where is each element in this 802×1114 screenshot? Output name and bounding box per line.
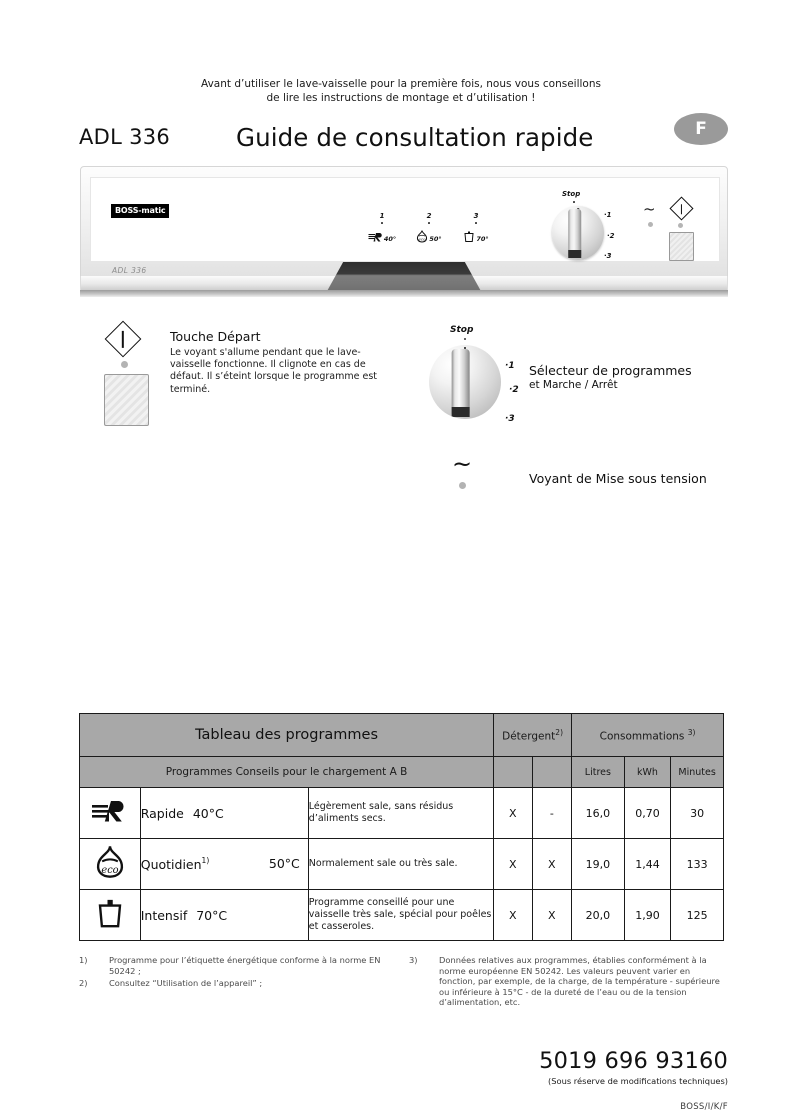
panel-program-3 <box>453 212 499 243</box>
page-title: Guide de consultation rapide <box>236 123 594 152</box>
row-minutes: 133 <box>671 839 724 890</box>
footnote-item <box>409 955 729 1008</box>
panel-program-2-dot <box>428 222 430 224</box>
svg-text:eco: eco <box>101 865 119 877</box>
rapid-icon <box>368 231 383 243</box>
panel-knob-position-2: ·2 <box>607 232 615 240</box>
row-litres: 16,0 <box>572 788 625 839</box>
intro-text <box>0 78 802 105</box>
panel-knob-position-3: ·3 <box>604 252 612 260</box>
panel-model-label: ADL 336 <box>112 266 147 275</box>
panel-start-led <box>678 223 683 228</box>
legend-program-selector-knob <box>429 345 501 419</box>
panel-knob-position-1: ·1 <box>604 211 612 219</box>
legend-knob-stop-label: Stop <box>450 325 474 335</box>
row-program-name: Quotidien <box>140 856 202 872</box>
row-kwh: 1,90 <box>624 890 671 941</box>
model-code: ADL 336 <box>79 125 171 149</box>
row-program-cell <box>140 839 308 890</box>
door-handle <box>326 262 482 293</box>
detergent-header-label: Détergent <box>502 730 556 743</box>
footnotes-left <box>79 955 399 991</box>
legend-ac-power-icon: ~ <box>452 450 473 478</box>
panel-program-1-dot <box>381 222 383 224</box>
legend-knob-position-2: ·2 <box>509 385 519 395</box>
intro-line-2: de lire les instructions de montage et d’utilisation ! <box>266 91 536 104</box>
row-icon-cell <box>80 788 141 839</box>
row-program-temp: 50°C <box>268 856 300 872</box>
row-description: Programme conseillé pour une vaisselle très sale, spécial pour poêles et casseroles. <box>308 890 493 941</box>
panel-program-2 <box>406 212 452 243</box>
row-detergent-b: X <box>532 890 572 941</box>
detergent-header-footnote: 2) <box>555 727 563 737</box>
panel-knob-stop-label: Stop <box>562 190 581 198</box>
legend-selector-title: Sélecteur de programmes <box>529 363 692 378</box>
panel-power-led <box>648 222 653 227</box>
footnote-number: 1) <box>79 955 88 965</box>
panel-program-1-temp: 40° <box>383 234 397 243</box>
row-detergent-a: X <box>494 890 532 941</box>
panel-program-selector-knob[interactable] <box>546 192 616 264</box>
footnote-item <box>79 978 399 989</box>
panel-program-2-number: 2 <box>426 212 432 220</box>
legend-start-title: Touche Départ <box>170 329 261 344</box>
control-panel-illustration <box>80 166 728 299</box>
bottom-document-code: BOSS/I/K/F <box>680 1102 728 1112</box>
technical-disclaimer: (Sous réserve de modifications techniques) <box>547 1076 728 1086</box>
detergent-col-b-header <box>532 757 572 788</box>
row-minutes: 125 <box>671 890 724 941</box>
panel-knob-grip <box>568 209 582 258</box>
row-minutes: 30 <box>671 788 724 839</box>
row-program-name: Intensif <box>140 907 188 923</box>
legend-start-diamond-icon <box>105 321 142 358</box>
legend-knob-position-1: ·1 <box>505 361 515 371</box>
legend-start-description: Le voyant s'allume pendant que le lave-vaisselle fonctionne. Il clignote en cas de défaut. Il s’éteint lorsque le programme est terminé. <box>170 347 377 395</box>
row-program-cell <box>140 890 308 941</box>
intro-line-1: Avant d’utiliser le lave-vaisselle pour la première fois, nous vous conseillons <box>201 78 601 90</box>
legend-knob-stop-dot <box>464 338 466 340</box>
footnote-text: Consultez “Utilisation de l’appareil” ; <box>109 978 263 989</box>
panel-program-3-dot <box>475 222 477 224</box>
panel-shadow-strip <box>80 290 728 297</box>
row-kwh: 1,44 <box>624 839 671 890</box>
panel-program-2-temp: 50° <box>429 234 442 243</box>
footnote-number: 2) <box>79 978 88 989</box>
eco-pot-icon <box>416 230 428 243</box>
panel-face <box>90 177 720 275</box>
panel-program-1 <box>359 212 405 243</box>
legend-start-led <box>121 361 128 368</box>
row-program-temp: 70°C <box>196 907 228 923</box>
panel-program-1-number: 1 <box>379 212 385 220</box>
footnote-number: 3) <box>409 955 418 965</box>
row-program-temp: 40°C <box>192 805 224 821</box>
footnote-text: Données relatives aux programmes, établies conformément à la norme européenne EN 50242. Les valeurs peuvent varier en fonction, par exemple, de la charge, de la température - supérieure ou inférieure à 15°C - de la dureté de l’eau ou de la tension d’alimentation, etc. <box>439 955 720 1008</box>
panel-program-3-temp: 70° <box>476 234 489 243</box>
table-header-row-2 <box>80 757 724 788</box>
consumption-header <box>572 714 724 757</box>
row-detergent-a: X <box>494 788 532 839</box>
table-row <box>80 788 724 839</box>
panel-ac-power-icon: ~ <box>643 200 656 218</box>
panel-program-markings <box>359 212 499 260</box>
legend-start-button <box>104 374 149 426</box>
row-kwh: 0,70 <box>624 788 671 839</box>
eco-pot-icon <box>94 845 126 879</box>
row-detergent-b: X <box>532 839 572 890</box>
legend-selector-subtitle: et Marche / Arrêt <box>529 379 618 391</box>
row-litres: 19,0 <box>572 839 625 890</box>
legend-knob-grip <box>451 349 470 417</box>
table-row <box>80 890 724 941</box>
footnotes-right <box>409 955 729 1010</box>
brand-logo: BOSS-matic <box>111 204 169 218</box>
row-program-cell <box>140 788 308 839</box>
panel-start-button[interactable] <box>669 232 694 261</box>
legend-power-led <box>459 482 466 489</box>
detergent-col-a-header <box>494 757 532 788</box>
consumption-header-footnote: 3) <box>687 727 696 737</box>
panel-program-3-number: 3 <box>473 212 479 220</box>
panel-knob-stop-dot <box>573 201 575 203</box>
panel-start-diamond-icon <box>669 196 693 220</box>
table-title: Tableau des programmes <box>80 714 494 757</box>
casserole-icon <box>463 230 475 243</box>
table-row <box>80 839 724 890</box>
detergent-header <box>494 714 572 757</box>
casserole-icon <box>95 896 125 930</box>
language-badge: F <box>674 113 728 145</box>
footnote-text: Programme pour l’étiquette énergétique conforme à la norme EN 50242 ; <box>109 955 381 976</box>
legend-knob-position-3: ·3 <box>505 414 515 424</box>
row-program-footnote: 1) <box>201 856 210 866</box>
panel-knob-dial[interactable] <box>552 206 604 260</box>
consumption-header-label: Consommations <box>599 730 685 743</box>
table-header-row-1 <box>80 714 724 757</box>
row-program-name: Rapide <box>140 805 184 821</box>
footnote-item <box>79 955 399 976</box>
row-icon-cell <box>80 839 141 890</box>
row-description: Légèrement sale, sans résidus d’aliments secs. <box>308 788 493 839</box>
column-header-litres: Litres <box>572 757 625 788</box>
programmes-table <box>79 713 724 941</box>
svg-text:eco: eco <box>418 236 426 242</box>
rapid-icon <box>91 798 129 824</box>
column-header-kwh: kWh <box>624 757 671 788</box>
column-header-minutes: Minutes <box>671 757 724 788</box>
row-litres: 20,0 <box>572 890 625 941</box>
row-detergent-a: X <box>494 839 532 890</box>
row-detergent-b: - <box>532 788 572 839</box>
table-subtitle: Programmes Conseils pour le chargement A B <box>80 757 494 788</box>
row-icon-cell <box>80 890 141 941</box>
panel-body <box>80 166 728 278</box>
part-number: 5019 696 93160 <box>539 1048 728 1074</box>
row-description: Normalement sale ou très sale. <box>308 839 493 890</box>
legend-power-label: Voyant de Mise sous tension <box>529 471 707 486</box>
